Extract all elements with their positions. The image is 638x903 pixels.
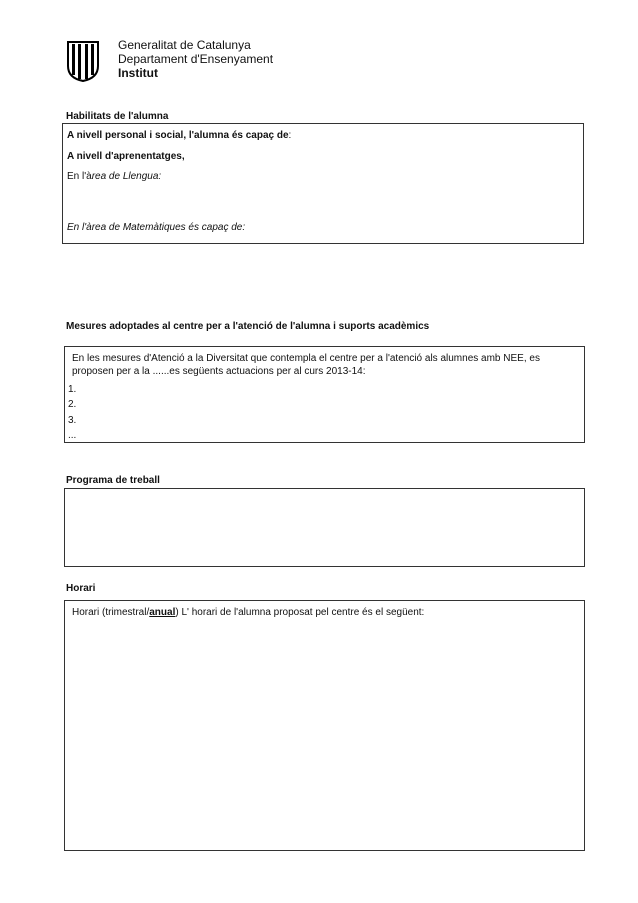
personal-social-line [67,129,291,143]
language-area-line [67,170,161,184]
schedule-description [72,606,424,620]
department-name: Departament d'Ensenyament [118,52,274,66]
school-type: Institut [118,66,158,80]
schedule-title: Horari [66,583,96,594]
org-name: Generalitat de Catalunya [118,38,251,52]
program-box [64,488,585,567]
schedule-box [64,600,585,851]
measures-title: Mesures adoptades al centre per a l'atenció de l'alumna i suports acadèmics [66,321,430,332]
program-title: Programa de treball [66,475,160,486]
skills-box [62,123,584,244]
learning-label: A nivell d'aprenentatges, [67,151,185,162]
language-area-label: rea de Llengua: [91,171,162,182]
language-area-prefix: En l'à [67,171,92,182]
skills-title: Habilitats de l'alumna [66,111,169,122]
measure-item-more: ... [68,430,77,441]
measures-box [64,346,585,443]
generalitat-coat-of-arms-icon [66,40,100,82]
personal-social-colon: : [288,130,292,141]
schedule-text-pre: Horari (trimestral/ [72,607,150,618]
measures-intro-line1: En les mesures d'Atenció a la Diversitat que contempla el centre per a l'atenció als alumnes amb NEE, es [72,353,540,364]
schedule-text-post: ) L' horari de l'alumna proposat pel centre és el següent: [175,607,425,618]
measure-item-1: 1. [68,384,77,395]
math-area-label: En l'àrea de Matemàtiques és capaç de: [67,222,246,233]
measures-intro-line2: proposen per a la ......es següents actuacions per al curs 2013-14: [72,366,366,377]
measure-item-3: 3. [68,415,77,426]
schedule-text-emphasis: anual [149,607,176,618]
personal-social-label: A nivell personal i social, l'alumna és capaç de [67,130,289,141]
measure-item-2: 2. [68,399,77,410]
